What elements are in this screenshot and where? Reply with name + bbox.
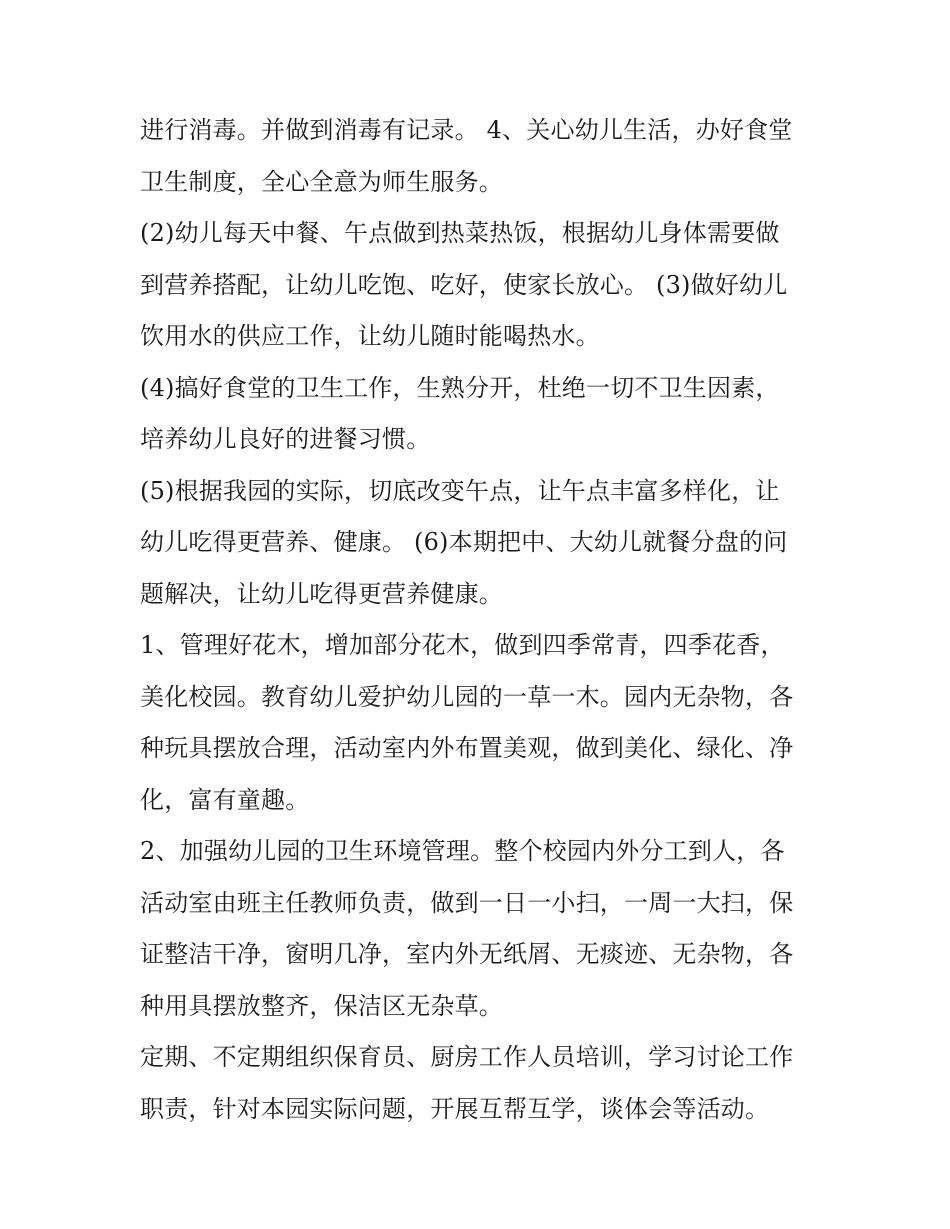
text-line: 证整洁干净，窗明几净，室内外无纸屑、无痰迹、无杂物，各: [140, 940, 794, 968]
text-line: 1、管理好花木，增加部分花木，做到四季常青，四季花香，: [140, 631, 785, 659]
text-line: 定期、不定期组织保育员、厨房工作人员培训，学习讨论工作: [140, 1043, 794, 1071]
text-line: 题解决，让幼儿吃得更营养健康。: [140, 579, 503, 608]
text-line: 培养幼儿良好的进餐习惯。: [140, 425, 431, 453]
text-line: 活动室由班主任教师负责，做到一日一小扫，一周一大扫，保: [140, 888, 794, 917]
body-text: [140, 105, 820, 1135]
text-line: (4)搞好食堂的卫生工作，生熟分开，杜绝一切不卫生因素，: [140, 373, 780, 402]
text-line: 美化校园。教育幼儿爱护幼儿园的一草一木。园内无杂物，各: [140, 682, 794, 711]
text-line: (5)根据我园的实际，切底改变午点，让午点丰富多样化，让: [140, 476, 780, 505]
text-line: 到营养搭配，让幼儿吃饱、吃好，使家长放心。 (3)做好幼儿: [140, 270, 788, 299]
text-line: 种玩具摆放合理，活动室内外布置美观，做到美化、绿化、净: [140, 734, 794, 762]
text-line: 化，富有童趣。: [140, 785, 310, 814]
text-line: 饮用水的供应工作，让幼儿随时能喝热水。: [140, 322, 600, 350]
text-line: 幼儿吃得更营养、健康。 (6)本期把中、大幼儿就餐分盘的问: [140, 528, 788, 556]
text-line: 职责，针对本园实际问题，开展互帮互学，谈体会等活动。: [140, 1094, 770, 1123]
text-line: 种用具摆放整齐，保洁区无杂草。: [140, 991, 503, 1020]
text-line: 进行消毒。并做到消毒有记录。 4、关心幼儿生活，办好食堂: [140, 116, 793, 144]
text-line: 2、加强幼儿园的卫生环境管理。整个校园内外分工到人，各: [140, 837, 785, 865]
text-line: 卫生制度，全心全意为师生服务。: [140, 167, 503, 196]
text-line: (2)幼儿每天中餐、午点做到热菜热饭，根据幼儿身体需要做: [140, 219, 780, 247]
